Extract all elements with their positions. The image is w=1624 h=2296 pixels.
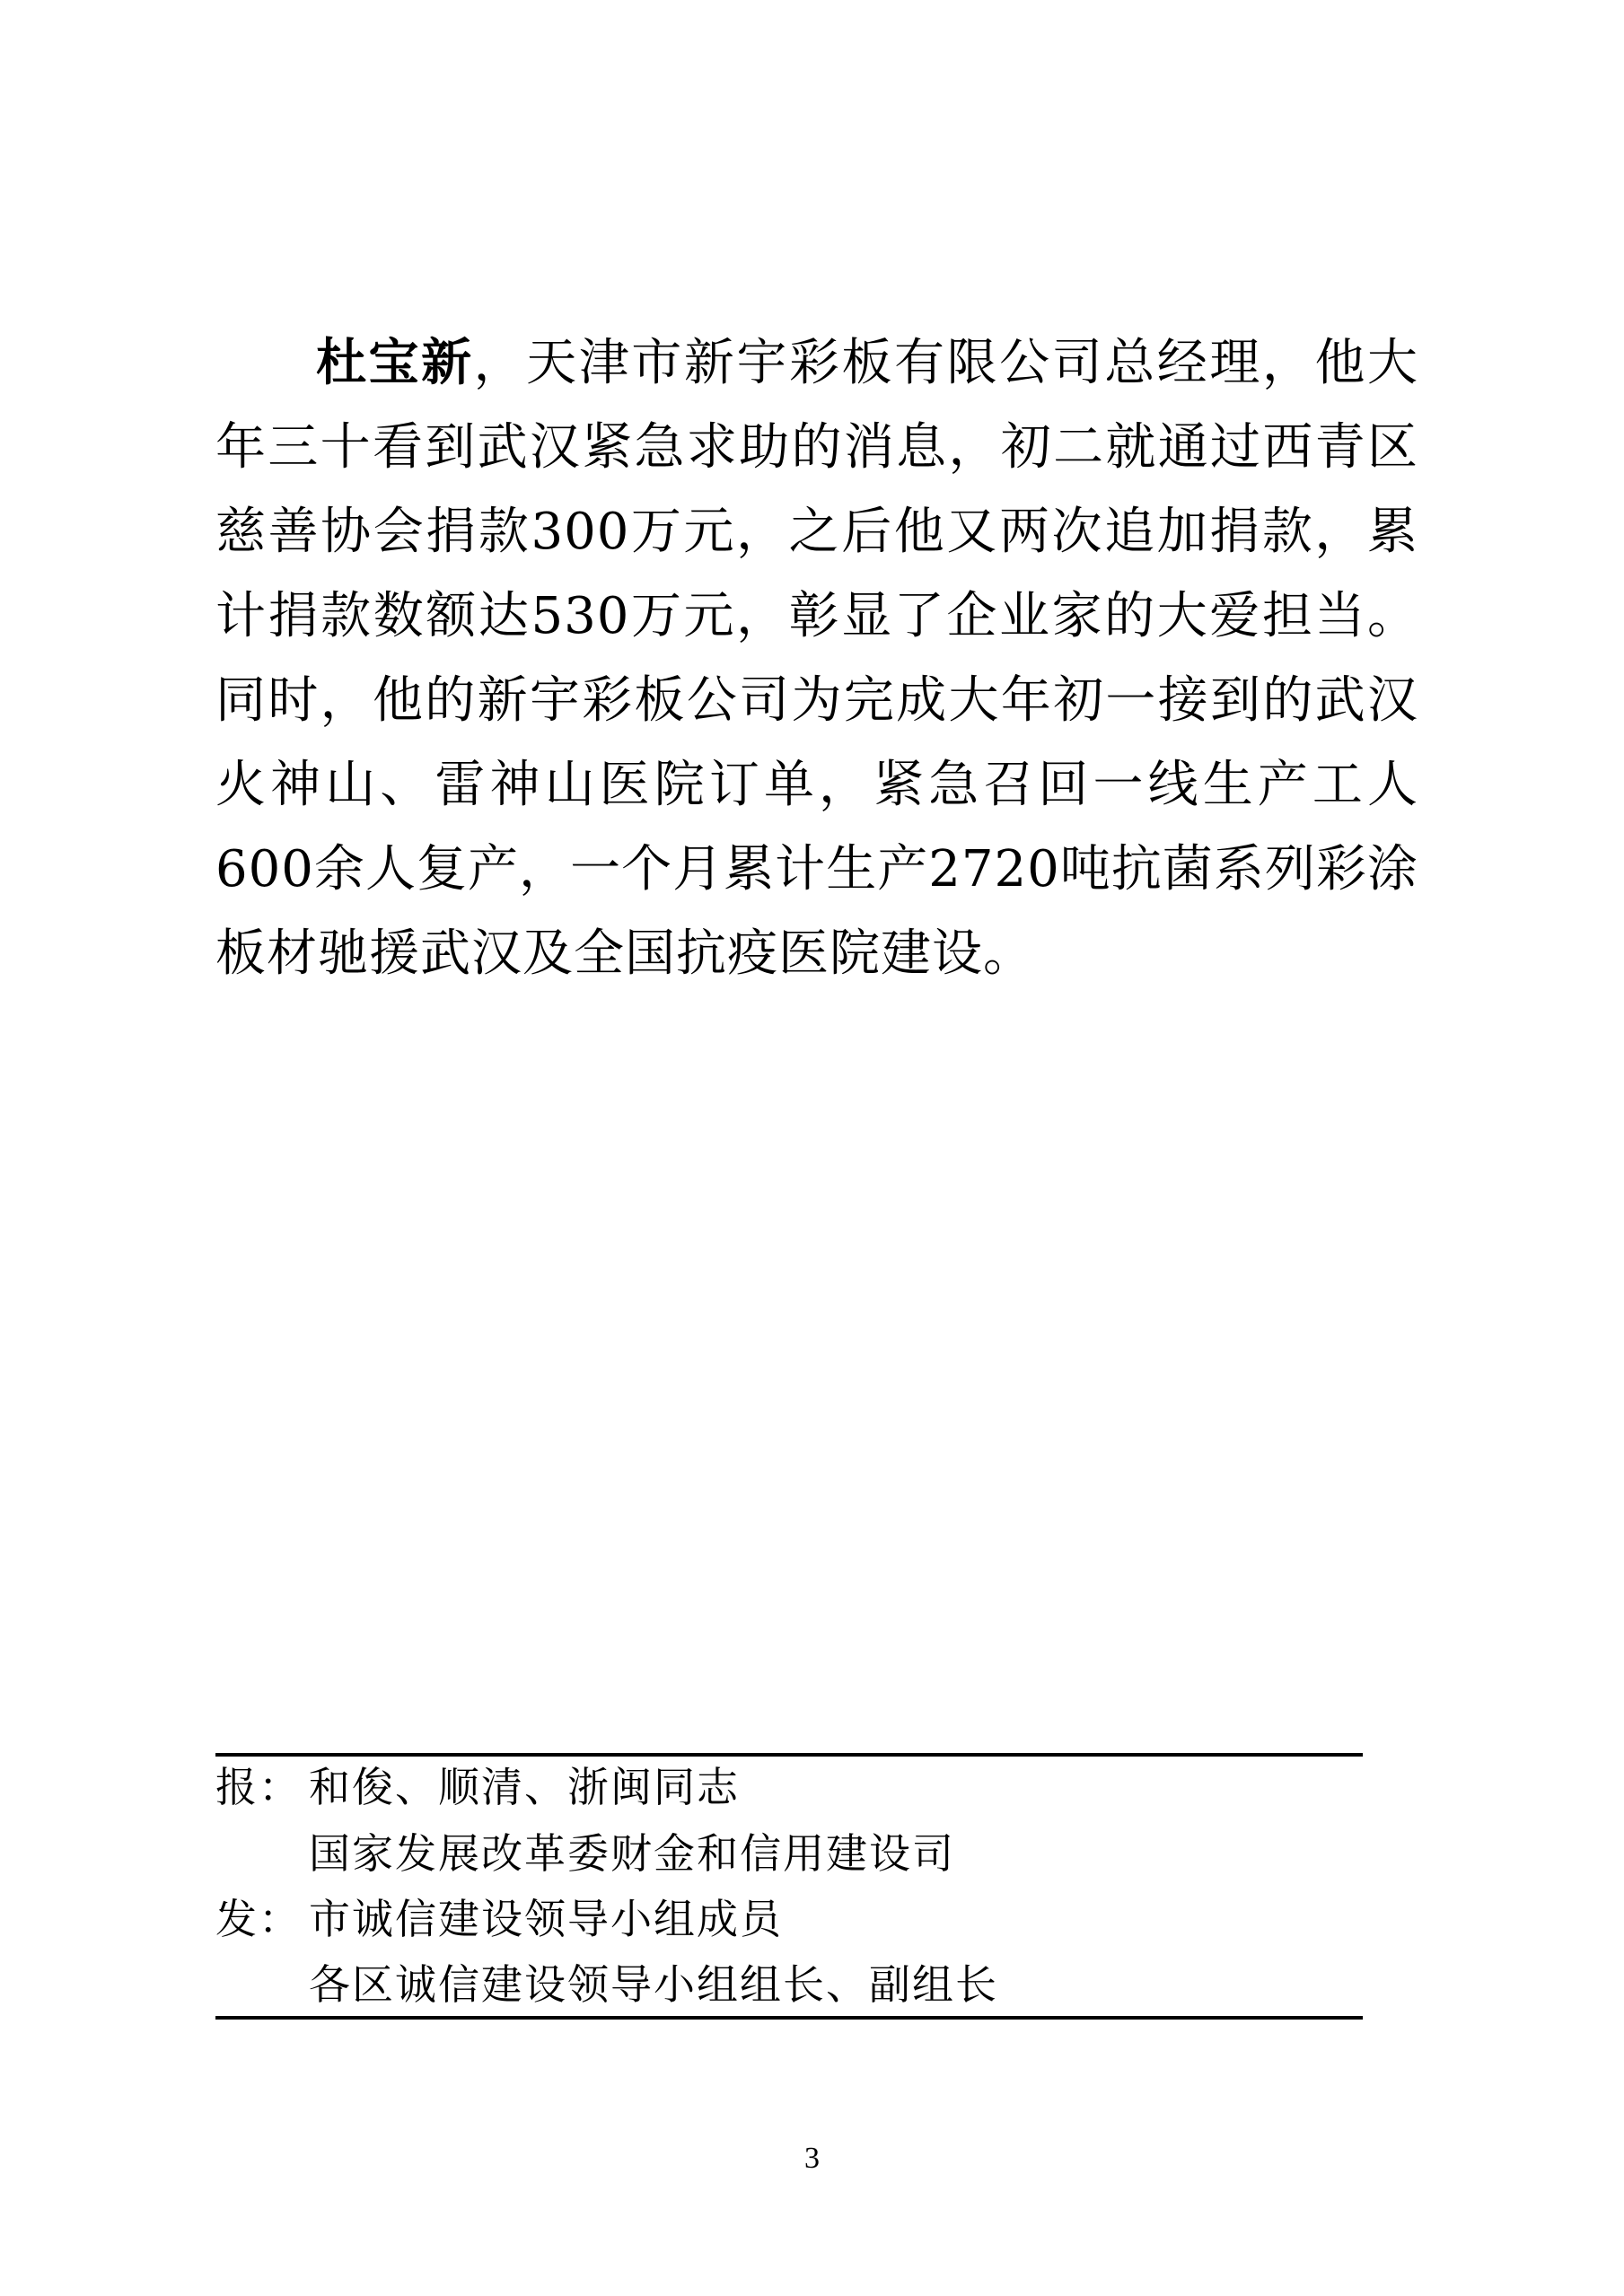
send-recipients-continued: 各区诚信建设领导小组组长、副组长: [309, 1960, 998, 2009]
article-paragraph: [215, 321, 1418, 996]
report-label: 报：: [215, 1763, 302, 1811]
send-recipients: 市诚信建设领导小组成员: [309, 1895, 783, 1943]
report-to-row: [215, 1759, 1363, 1815]
distribution-top-rule: [215, 1753, 1363, 1757]
report-recipients-continued: 国家发展改革委财金和信用建设司: [309, 1829, 955, 1878]
report-to-row-continued: [215, 1826, 1363, 1881]
send-label: 发：: [215, 1895, 302, 1943]
person-name: 杜宝新: [316, 334, 474, 392]
article-body: ，天津市新宇彩板有限公司总经理，他大年三十看到武汉紧急求助的消息，初二就通过西青区慈善协会捐款300万元，之后他又两次追加捐款，累计捐款数额达530万元，彰显了企业家的大爱担当。同时，他的新宇彩板公司为完成大年初一接到的武汉火神山、雷神山医院订单，紧急召回一线生产工人600余人复产，一个月累计生产2720吨抗菌系列彩涂板材驰援武汉及全国抗疫医院建设。: [215, 334, 1419, 983]
report-recipients: 和俊、顺清、浙闽同志: [309, 1763, 740, 1811]
distribution-bottom-rule: [215, 2016, 1363, 2020]
send-to-row: [215, 1891, 1363, 1947]
page-number: 3: [804, 2142, 820, 2175]
send-to-row-continued: [215, 1957, 1363, 2012]
